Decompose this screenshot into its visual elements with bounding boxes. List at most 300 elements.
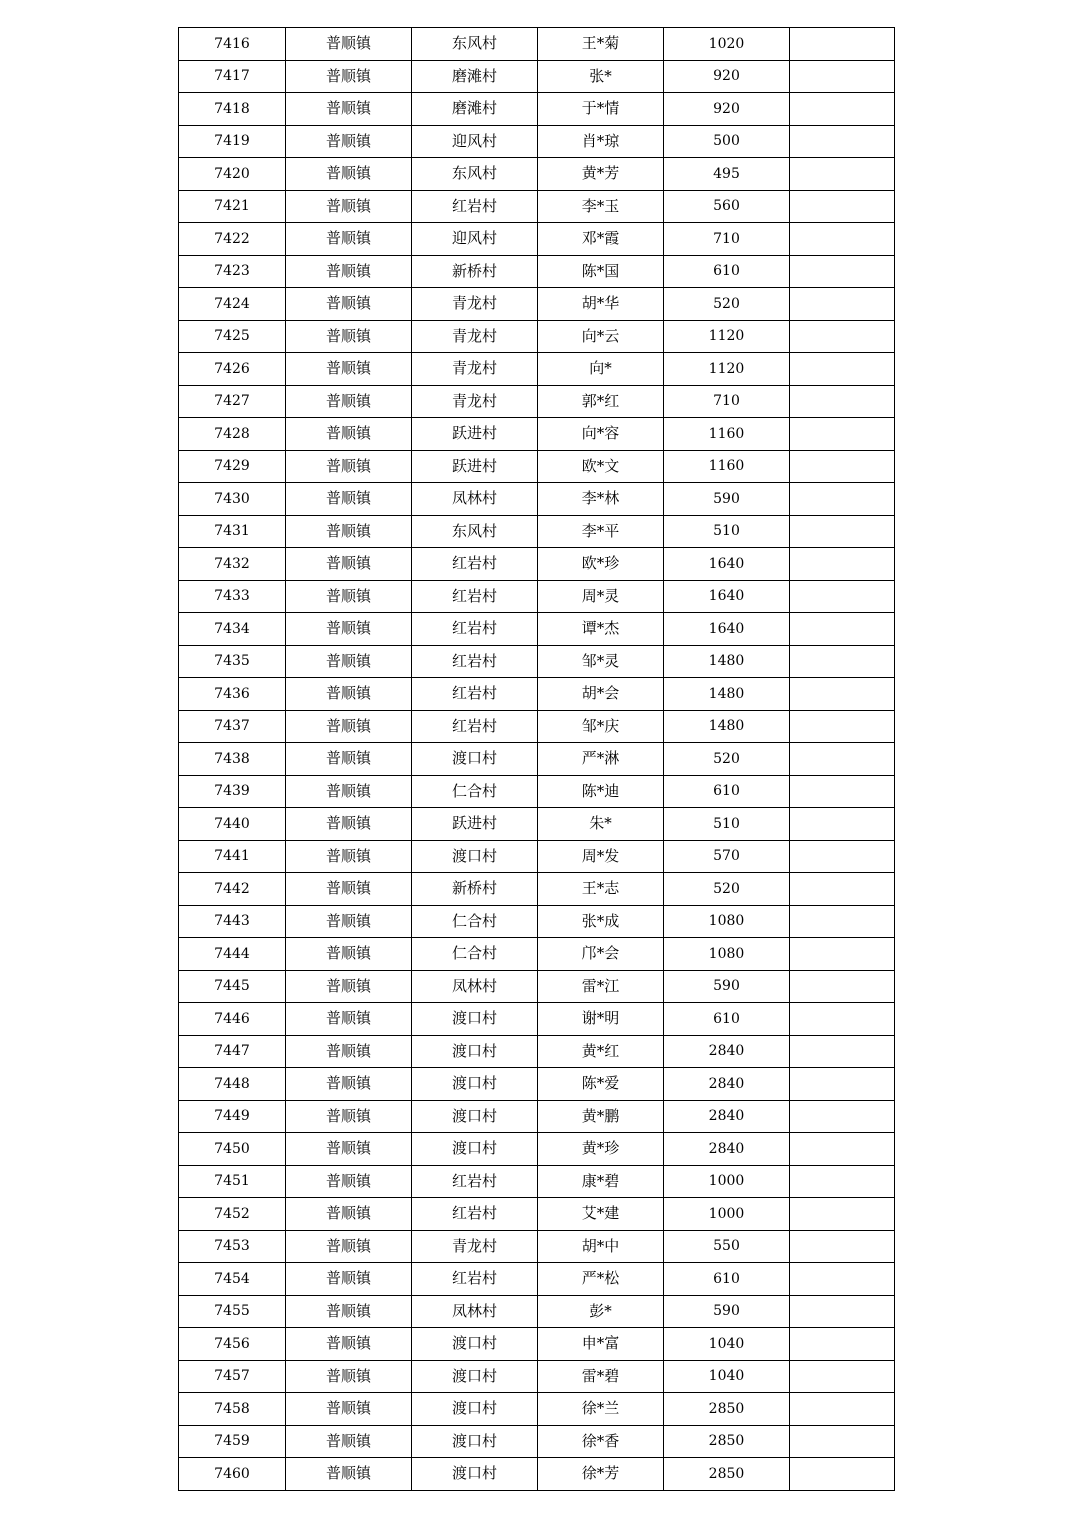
amount-cell: 920 — [664, 60, 790, 93]
table-row — [179, 288, 895, 321]
name-cell: 张* — [538, 60, 664, 93]
name-cell: 严*松 — [538, 1263, 664, 1296]
note-cell — [790, 613, 895, 646]
amount-cell: 590 — [664, 1295, 790, 1328]
row-number-cell: 7448 — [179, 1068, 286, 1101]
note-cell — [790, 1068, 895, 1101]
name-cell: 申*富 — [538, 1328, 664, 1361]
name-cell: 李*林 — [538, 483, 664, 516]
table-row — [179, 1198, 895, 1231]
row-number-cell: 7429 — [179, 450, 286, 483]
town-cell: 普顺镇 — [286, 1328, 412, 1361]
table-row — [179, 678, 895, 711]
town-cell: 普顺镇 — [286, 288, 412, 321]
row-number-cell: 7450 — [179, 1133, 286, 1166]
note-cell — [790, 873, 895, 906]
table-row — [179, 905, 895, 938]
note-cell — [790, 970, 895, 1003]
table-row — [179, 1100, 895, 1133]
note-cell — [790, 678, 895, 711]
town-cell: 普顺镇 — [286, 1360, 412, 1393]
name-cell: 徐*芳 — [538, 1458, 664, 1491]
village-cell: 渡口村 — [412, 1328, 538, 1361]
note-cell — [790, 938, 895, 971]
note-cell — [790, 1003, 895, 1036]
note-cell — [790, 223, 895, 256]
village-cell: 磨滩村 — [412, 60, 538, 93]
village-cell: 青龙村 — [412, 1230, 538, 1263]
table-row — [179, 418, 895, 451]
name-cell: 周*发 — [538, 840, 664, 873]
town-cell: 普顺镇 — [286, 1263, 412, 1296]
note-cell — [790, 1393, 895, 1426]
amount-cell: 520 — [664, 743, 790, 776]
name-cell: 胡*会 — [538, 678, 664, 711]
name-cell: 康*碧 — [538, 1165, 664, 1198]
amount-cell: 1080 — [664, 905, 790, 938]
name-cell: 徐*香 — [538, 1425, 664, 1458]
name-cell: 陈*迪 — [538, 775, 664, 808]
amount-cell: 2850 — [664, 1458, 790, 1491]
row-number-cell: 7459 — [179, 1425, 286, 1458]
town-cell: 普顺镇 — [286, 1295, 412, 1328]
name-cell: 彭* — [538, 1295, 664, 1328]
town-cell: 普顺镇 — [286, 353, 412, 386]
name-cell: 王*志 — [538, 873, 664, 906]
row-number-cell: 7433 — [179, 580, 286, 613]
village-cell: 渡口村 — [412, 840, 538, 873]
row-number-cell: 7432 — [179, 548, 286, 581]
name-cell: 谭*杰 — [538, 613, 664, 646]
village-cell: 跃进村 — [412, 808, 538, 841]
name-cell: 邝*会 — [538, 938, 664, 971]
row-number-cell: 7456 — [179, 1328, 286, 1361]
note-cell — [790, 125, 895, 158]
town-cell: 普顺镇 — [286, 548, 412, 581]
amount-cell: 1040 — [664, 1360, 790, 1393]
amount-cell: 1000 — [664, 1165, 790, 1198]
village-cell: 仁合村 — [412, 905, 538, 938]
row-number-cell: 7444 — [179, 938, 286, 971]
table-row — [179, 483, 895, 516]
village-cell: 仁合村 — [412, 775, 538, 808]
village-cell: 渡口村 — [412, 1133, 538, 1166]
row-number-cell: 7417 — [179, 60, 286, 93]
village-cell: 渡口村 — [412, 1003, 538, 1036]
town-cell: 普顺镇 — [286, 1133, 412, 1166]
note-cell — [790, 320, 895, 353]
amount-cell: 1080 — [664, 938, 790, 971]
name-cell: 肖*琼 — [538, 125, 664, 158]
town-cell: 普顺镇 — [286, 93, 412, 126]
row-number-cell: 7440 — [179, 808, 286, 841]
amount-cell: 1160 — [664, 450, 790, 483]
table-row — [179, 1035, 895, 1068]
row-number-cell: 7424 — [179, 288, 286, 321]
name-cell: 李*平 — [538, 515, 664, 548]
village-cell: 青龙村 — [412, 353, 538, 386]
town-cell: 普顺镇 — [286, 418, 412, 451]
note-cell — [790, 385, 895, 418]
row-number-cell: 7451 — [179, 1165, 286, 1198]
village-cell: 渡口村 — [412, 1100, 538, 1133]
table-row — [179, 223, 895, 256]
town-cell: 普顺镇 — [286, 255, 412, 288]
row-number-cell: 7436 — [179, 678, 286, 711]
town-cell: 普顺镇 — [286, 320, 412, 353]
amount-cell: 520 — [664, 873, 790, 906]
table-row — [179, 1003, 895, 1036]
village-cell: 渡口村 — [412, 1035, 538, 1068]
town-cell: 普顺镇 — [286, 613, 412, 646]
village-cell: 新桥村 — [412, 255, 538, 288]
row-number-cell: 7425 — [179, 320, 286, 353]
amount-cell: 710 — [664, 223, 790, 256]
town-cell: 普顺镇 — [286, 1393, 412, 1426]
amount-cell: 1640 — [664, 580, 790, 613]
village-cell: 红岩村 — [412, 613, 538, 646]
table-row — [179, 320, 895, 353]
town-cell: 普顺镇 — [286, 678, 412, 711]
amount-cell: 1120 — [664, 353, 790, 386]
village-cell: 新桥村 — [412, 873, 538, 906]
town-cell: 普顺镇 — [286, 28, 412, 61]
town-cell: 普顺镇 — [286, 1230, 412, 1263]
row-number-cell: 7416 — [179, 28, 286, 61]
table-row — [179, 125, 895, 158]
village-cell: 东风村 — [412, 28, 538, 61]
row-number-cell: 7452 — [179, 1198, 286, 1231]
name-cell: 胡*华 — [538, 288, 664, 321]
note-cell — [790, 710, 895, 743]
note-cell — [790, 775, 895, 808]
note-cell — [790, 1165, 895, 1198]
amount-cell: 2850 — [664, 1393, 790, 1426]
note-cell — [790, 840, 895, 873]
row-number-cell: 7458 — [179, 1393, 286, 1426]
amount-cell: 510 — [664, 808, 790, 841]
village-cell: 青龙村 — [412, 288, 538, 321]
note-cell — [790, 1198, 895, 1231]
table-row — [179, 1360, 895, 1393]
village-cell: 仁合村 — [412, 938, 538, 971]
amount-cell: 610 — [664, 1003, 790, 1036]
note-cell — [790, 1360, 895, 1393]
table-row — [179, 548, 895, 581]
table-row — [179, 255, 895, 288]
name-cell: 徐*兰 — [538, 1393, 664, 1426]
table-row — [179, 613, 895, 646]
town-cell: 普顺镇 — [286, 1165, 412, 1198]
row-number-cell: 7421 — [179, 190, 286, 223]
village-cell: 红岩村 — [412, 678, 538, 711]
row-number-cell: 7422 — [179, 223, 286, 256]
village-cell: 凤林村 — [412, 970, 538, 1003]
table-row — [179, 775, 895, 808]
name-cell: 郭*红 — [538, 385, 664, 418]
village-cell: 渡口村 — [412, 1425, 538, 1458]
table-row — [179, 808, 895, 841]
village-cell: 青龙村 — [412, 320, 538, 353]
name-cell: 王*菊 — [538, 28, 664, 61]
town-cell: 普顺镇 — [286, 190, 412, 223]
town-cell: 普顺镇 — [286, 710, 412, 743]
village-cell: 东风村 — [412, 515, 538, 548]
town-cell: 普顺镇 — [286, 775, 412, 808]
town-cell: 普顺镇 — [286, 938, 412, 971]
village-cell: 迎风村 — [412, 125, 538, 158]
amount-cell: 1640 — [664, 613, 790, 646]
amount-cell: 610 — [664, 775, 790, 808]
row-number-cell: 7443 — [179, 905, 286, 938]
table-row — [179, 60, 895, 93]
row-number-cell: 7420 — [179, 158, 286, 191]
village-cell: 磨滩村 — [412, 93, 538, 126]
note-cell — [790, 1100, 895, 1133]
town-cell: 普顺镇 — [286, 1458, 412, 1491]
amount-cell: 710 — [664, 385, 790, 418]
name-cell: 于*情 — [538, 93, 664, 126]
table-row — [179, 1263, 895, 1296]
row-number-cell: 7423 — [179, 255, 286, 288]
row-number-cell: 7446 — [179, 1003, 286, 1036]
row-number-cell: 7427 — [179, 385, 286, 418]
note-cell — [790, 483, 895, 516]
amount-cell: 2840 — [664, 1068, 790, 1101]
row-number-cell: 7419 — [179, 125, 286, 158]
note-cell — [790, 548, 895, 581]
village-cell: 青龙村 — [412, 385, 538, 418]
town-cell: 普顺镇 — [286, 840, 412, 873]
town-cell: 普顺镇 — [286, 483, 412, 516]
town-cell: 普顺镇 — [286, 1003, 412, 1036]
village-cell: 凤林村 — [412, 1295, 538, 1328]
note-cell — [790, 1425, 895, 1458]
village-cell: 红岩村 — [412, 710, 538, 743]
note-cell — [790, 450, 895, 483]
name-cell: 向*容 — [538, 418, 664, 451]
amount-cell: 2840 — [664, 1035, 790, 1068]
amount-cell: 1480 — [664, 678, 790, 711]
town-cell: 普顺镇 — [286, 645, 412, 678]
town-cell: 普顺镇 — [286, 385, 412, 418]
town-cell: 普顺镇 — [286, 580, 412, 613]
note-cell — [790, 905, 895, 938]
amount-cell: 920 — [664, 93, 790, 126]
row-number-cell: 7453 — [179, 1230, 286, 1263]
note-cell — [790, 255, 895, 288]
village-cell: 红岩村 — [412, 645, 538, 678]
name-cell: 艾*建 — [538, 1198, 664, 1231]
name-cell: 邓*霞 — [538, 223, 664, 256]
village-cell: 凤林村 — [412, 483, 538, 516]
row-number-cell: 7435 — [179, 645, 286, 678]
table-row — [179, 353, 895, 386]
note-cell — [790, 288, 895, 321]
note-cell — [790, 28, 895, 61]
town-cell: 普顺镇 — [286, 1100, 412, 1133]
table-row — [179, 873, 895, 906]
village-cell: 渡口村 — [412, 1393, 538, 1426]
table-row — [179, 1068, 895, 1101]
name-cell: 黄*鹏 — [538, 1100, 664, 1133]
name-cell: 黄*红 — [538, 1035, 664, 1068]
table-row — [179, 1425, 895, 1458]
name-cell: 周*灵 — [538, 580, 664, 613]
table-row — [179, 710, 895, 743]
name-cell: 谢*明 — [538, 1003, 664, 1036]
town-cell: 普顺镇 — [286, 450, 412, 483]
amount-cell: 1020 — [664, 28, 790, 61]
name-cell: 陈*爱 — [538, 1068, 664, 1101]
name-cell: 李*玉 — [538, 190, 664, 223]
village-cell: 渡口村 — [412, 743, 538, 776]
note-cell — [790, 645, 895, 678]
name-cell: 向* — [538, 353, 664, 386]
row-number-cell: 7449 — [179, 1100, 286, 1133]
town-cell: 普顺镇 — [286, 125, 412, 158]
note-cell — [790, 93, 895, 126]
name-cell: 张*成 — [538, 905, 664, 938]
table-row — [179, 840, 895, 873]
row-number-cell: 7460 — [179, 1458, 286, 1491]
row-number-cell: 7418 — [179, 93, 286, 126]
note-cell — [790, 158, 895, 191]
table-row — [179, 190, 895, 223]
row-number-cell: 7430 — [179, 483, 286, 516]
amount-cell: 570 — [664, 840, 790, 873]
village-cell: 渡口村 — [412, 1360, 538, 1393]
row-number-cell: 7455 — [179, 1295, 286, 1328]
row-number-cell: 7428 — [179, 418, 286, 451]
amount-cell: 500 — [664, 125, 790, 158]
data-table — [178, 27, 895, 1491]
note-cell — [790, 190, 895, 223]
note-cell — [790, 743, 895, 776]
note-cell — [790, 515, 895, 548]
table-row — [179, 1458, 895, 1491]
table-row — [179, 515, 895, 548]
row-number-cell: 7437 — [179, 710, 286, 743]
amount-cell: 560 — [664, 190, 790, 223]
amount-cell: 610 — [664, 1263, 790, 1296]
amount-cell: 590 — [664, 483, 790, 516]
town-cell: 普顺镇 — [286, 873, 412, 906]
town-cell: 普顺镇 — [286, 158, 412, 191]
name-cell: 邹*庆 — [538, 710, 664, 743]
village-cell: 红岩村 — [412, 190, 538, 223]
town-cell: 普顺镇 — [286, 1198, 412, 1231]
village-cell: 迎风村 — [412, 223, 538, 256]
village-cell: 东风村 — [412, 158, 538, 191]
town-cell: 普顺镇 — [286, 1425, 412, 1458]
note-cell — [790, 1035, 895, 1068]
amount-cell: 1160 — [664, 418, 790, 451]
note-cell — [790, 418, 895, 451]
row-number-cell: 7426 — [179, 353, 286, 386]
note-cell — [790, 1133, 895, 1166]
table-row — [179, 1165, 895, 1198]
table-body — [179, 28, 895, 1491]
name-cell: 欧*珍 — [538, 548, 664, 581]
village-cell: 红岩村 — [412, 1198, 538, 1231]
table-row — [179, 938, 895, 971]
town-cell: 普顺镇 — [286, 1068, 412, 1101]
town-cell: 普顺镇 — [286, 60, 412, 93]
row-number-cell: 7441 — [179, 840, 286, 873]
note-cell — [790, 1328, 895, 1361]
amount-cell: 495 — [664, 158, 790, 191]
table-row — [179, 93, 895, 126]
amount-cell: 1480 — [664, 710, 790, 743]
note-cell — [790, 60, 895, 93]
village-cell: 跃进村 — [412, 418, 538, 451]
town-cell: 普顺镇 — [286, 905, 412, 938]
note-cell — [790, 1458, 895, 1491]
amount-cell: 1480 — [664, 645, 790, 678]
row-number-cell: 7442 — [179, 873, 286, 906]
town-cell: 普顺镇 — [286, 808, 412, 841]
amount-cell: 2840 — [664, 1133, 790, 1166]
row-number-cell: 7438 — [179, 743, 286, 776]
amount-cell: 2850 — [664, 1425, 790, 1458]
name-cell: 欧*文 — [538, 450, 664, 483]
village-cell: 红岩村 — [412, 1165, 538, 1198]
town-cell: 普顺镇 — [286, 743, 412, 776]
name-cell: 黄*珍 — [538, 1133, 664, 1166]
amount-cell: 590 — [664, 970, 790, 1003]
name-cell: 邹*灵 — [538, 645, 664, 678]
name-cell: 向*云 — [538, 320, 664, 353]
amount-cell: 1000 — [664, 1198, 790, 1231]
row-number-cell: 7457 — [179, 1360, 286, 1393]
table-row — [179, 158, 895, 191]
note-cell — [790, 1263, 895, 1296]
village-cell: 跃进村 — [412, 450, 538, 483]
town-cell: 普顺镇 — [286, 1035, 412, 1068]
row-number-cell: 7431 — [179, 515, 286, 548]
name-cell: 胡*中 — [538, 1230, 664, 1263]
town-cell: 普顺镇 — [286, 223, 412, 256]
table-row — [179, 1393, 895, 1426]
note-cell — [790, 808, 895, 841]
table-row — [179, 1295, 895, 1328]
amount-cell: 1640 — [664, 548, 790, 581]
note-cell — [790, 1230, 895, 1263]
name-cell: 陈*国 — [538, 255, 664, 288]
table-row — [179, 28, 895, 61]
row-number-cell: 7439 — [179, 775, 286, 808]
table-row — [179, 1230, 895, 1263]
name-cell: 严*淋 — [538, 743, 664, 776]
note-cell — [790, 1295, 895, 1328]
amount-cell: 510 — [664, 515, 790, 548]
amount-cell: 1040 — [664, 1328, 790, 1361]
row-number-cell: 7447 — [179, 1035, 286, 1068]
amount-cell: 1120 — [664, 320, 790, 353]
name-cell: 黄*芳 — [538, 158, 664, 191]
amount-cell: 520 — [664, 288, 790, 321]
table-row — [179, 1133, 895, 1166]
amount-cell: 550 — [664, 1230, 790, 1263]
row-number-cell: 7445 — [179, 970, 286, 1003]
table-row — [179, 743, 895, 776]
row-number-cell: 7434 — [179, 613, 286, 646]
town-cell: 普顺镇 — [286, 515, 412, 548]
village-cell: 渡口村 — [412, 1068, 538, 1101]
note-cell — [790, 580, 895, 613]
name-cell: 雷*碧 — [538, 1360, 664, 1393]
